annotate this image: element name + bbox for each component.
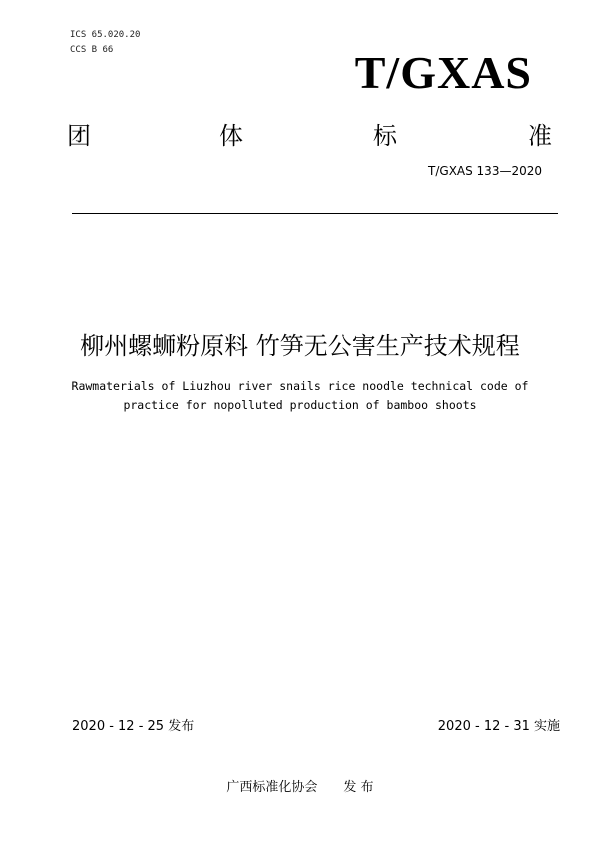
- ics-code: ICS 65.020.20: [70, 30, 141, 40]
- title-chinese: 柳州螺蛳粉原料 竹笋无公害生产技术规程: [80, 332, 520, 360]
- issue-date: 2020 - 12 - 25 发布: [72, 719, 195, 734]
- standard-code: T/GXAS 133—2020: [428, 164, 542, 178]
- standard-type-char: 团: [67, 122, 91, 150]
- publisher: 广西标准化协会 发 布: [226, 780, 374, 795]
- implement-date: 2020 - 12 - 31 实施: [437, 719, 560, 734]
- organization-logo: T/GXAS: [354, 47, 532, 98]
- standard-type-char: 体: [219, 122, 243, 150]
- title-english-line1: Rawmaterials of Liuzhou river snails rice noodle technical code of: [71, 379, 529, 393]
- divider: [72, 213, 558, 214]
- standard-type-char: 标: [373, 122, 397, 150]
- title-english-line2: practice for nopolluted production of bamboo shoots: [123, 398, 477, 412]
- ccs-code: CCS B 66: [70, 45, 114, 55]
- standard-type-char: 准: [528, 122, 552, 150]
